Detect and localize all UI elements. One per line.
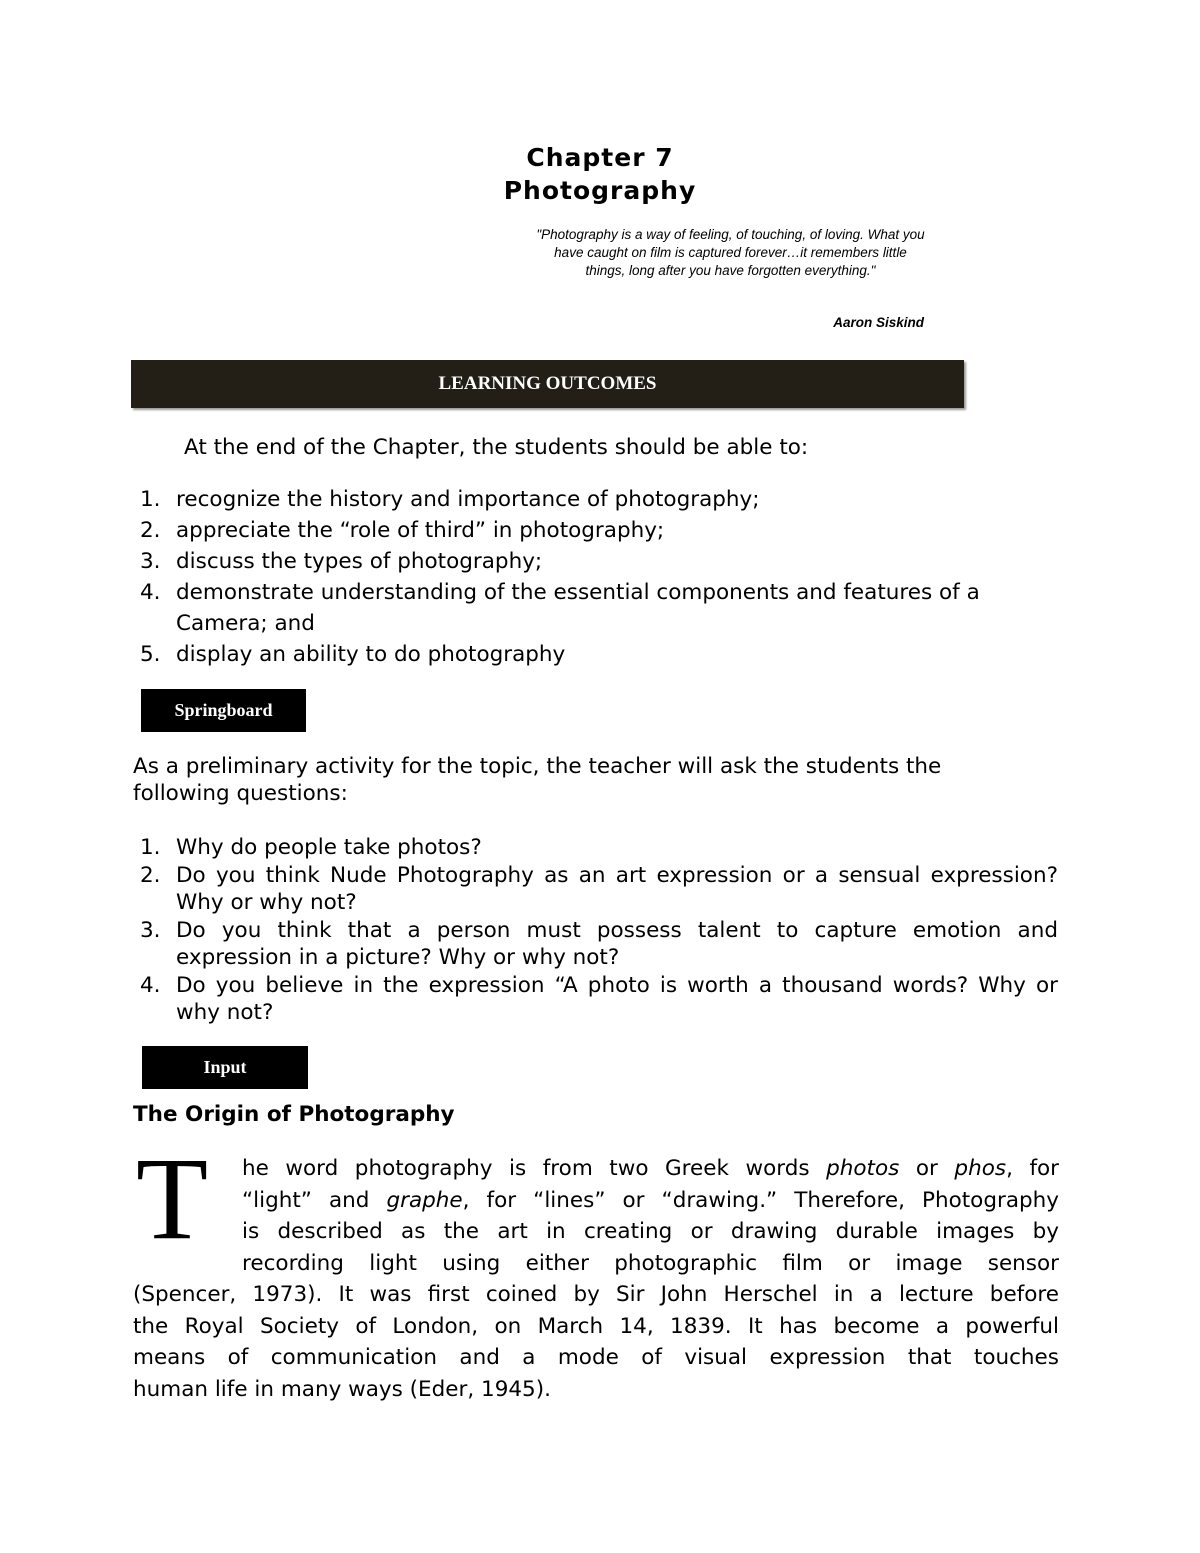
list-number: 1.	[140, 835, 161, 860]
springboard-label-text: Springboard	[174, 700, 273, 720]
list-item-text: Do you think that a person must possess talent to capture emotion and expression in a picture? Why or why not?	[176, 917, 1058, 970]
section-heading: The Origin of Photography	[133, 1102, 455, 1127]
list-item	[140, 515, 1060, 546]
list-item	[140, 862, 1058, 917]
paragraph-line: human life in many ways (Eder, 1945).	[133, 1376, 551, 1402]
drop-cap: T	[136, 1133, 209, 1264]
springboard-intro: As a preliminary activity for the topic, the teacher will ask the students the following questions:	[133, 754, 942, 806]
springboard-questions	[140, 834, 1058, 1027]
list-item	[140, 546, 1060, 577]
list-item	[140, 639, 1060, 670]
learning-outcomes-intro: At the end of the Chapter, the students should be able to:	[184, 435, 809, 460]
list-item-text: Do you think Nude Photography as an art expression or a sensual expression? Why or why not?	[176, 862, 1058, 915]
paragraph-line: means of communication and a mode of visual expression that touches	[133, 1345, 1059, 1370]
list-number: 4.	[140, 972, 161, 998]
list-item-text: Why do people take photos?	[176, 835, 482, 860]
list-number: 2.	[140, 862, 161, 888]
list-item	[140, 917, 1058, 972]
list-number: 5.	[140, 642, 161, 667]
chapter-title: Photography	[503, 176, 697, 205]
paragraph-line: “light” and graphe, for “lines” or “drawing.” Therefore, Photography	[242, 1187, 1059, 1213]
list-item	[140, 972, 1058, 1027]
list-number: 2.	[140, 518, 161, 543]
list-item-text: demonstrate understanding of the essential components and features of a Camera; and	[176, 580, 980, 636]
list-item-text: appreciate the “role of third” in photography;	[176, 518, 665, 543]
list-number: 1.	[140, 487, 161, 512]
paragraph-line: (Spencer, 1973). It was first coined by Sir John Herschel in a lecture before	[133, 1282, 1059, 1307]
epigraph-author: Aaron Siskind	[833, 315, 924, 330]
epigraph-quote: "Photography is a way of feeling, of touching, of loving. What you have caught on film is captured forever…it remembers little things, long after you have forgotten everything."	[536, 227, 925, 278]
paragraph-line: recording light using either photographic film or image sensor	[242, 1250, 1059, 1276]
learning-outcomes-banner-label: LEARNING OUTCOMES	[438, 373, 657, 394]
input-label-text: Input	[203, 1057, 247, 1077]
list-number: 3.	[140, 549, 161, 574]
paragraph-line: is described as the art in creating or drawing durable images by	[242, 1219, 1059, 1244]
list-number: 3.	[140, 917, 161, 943]
list-item	[140, 577, 1060, 639]
origin-paragraph	[133, 1153, 1059, 1405]
chapter-number: Chapter 7	[526, 143, 674, 172]
list-number: 4.	[140, 580, 161, 605]
learning-outcomes-list	[140, 484, 1060, 670]
list-item	[140, 834, 1058, 862]
input-label	[142, 1046, 308, 1089]
list-item-text: Do you believe in the expression “A photo is worth a thousand words? Why or why not?	[176, 972, 1058, 1025]
paragraph-line: he word photography is from two Greek words photos or phos, for	[242, 1156, 1060, 1181]
list-item-text: display an ability to do photography	[176, 642, 566, 667]
learning-outcomes-banner	[131, 360, 964, 408]
list-item	[140, 484, 1060, 515]
list-item-text: recognize the history and importance of photography;	[176, 487, 760, 512]
paragraph-line: the Royal Society of London, on March 14, 1839. It has become a powerful	[133, 1313, 1059, 1339]
springboard-label	[141, 689, 306, 732]
list-item-text: discuss the types of photography;	[176, 549, 543, 574]
